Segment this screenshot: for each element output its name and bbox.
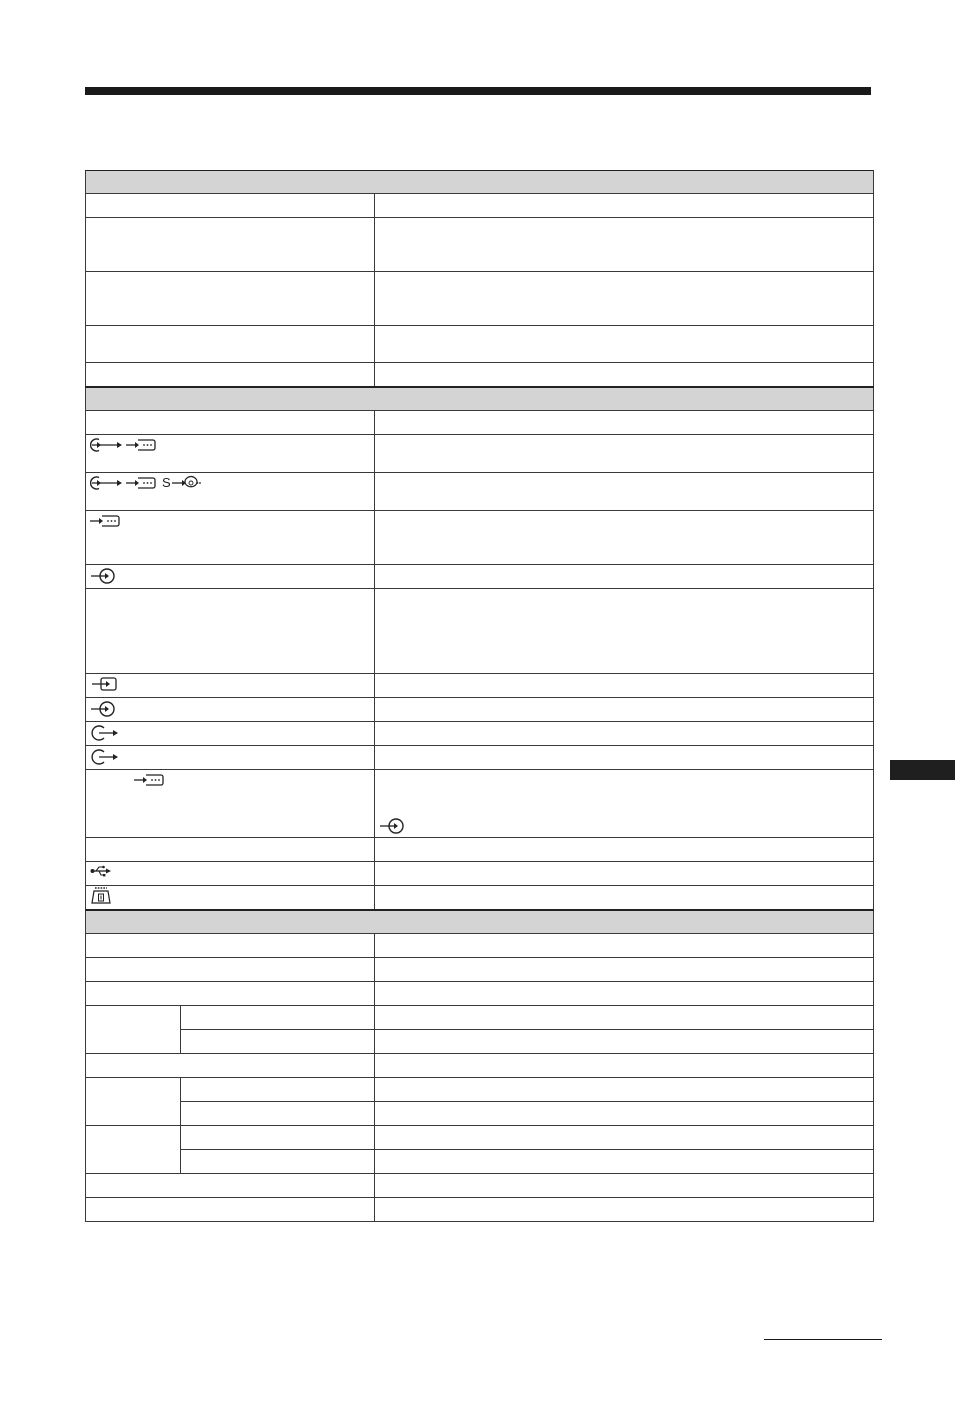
bottom-rule [764,1339,882,1340]
table-row [86,1054,874,1078]
table-row [86,886,874,910]
s-video-in-icon [172,475,202,491]
specification-table [85,170,874,1222]
table-row [86,589,874,674]
table-row [86,1198,874,1222]
video-in-icon [126,437,156,453]
table-row [86,838,874,862]
table-row [86,363,874,387]
section-header-row [86,387,874,411]
side-section-tab [890,760,955,780]
table-row [86,722,874,746]
table-row [86,746,874,770]
table-row [86,473,874,511]
table-row [86,1174,874,1198]
table-row [86,272,874,326]
video-in-icon [90,513,120,529]
audio-in-icon [379,817,869,835]
s-video-label: S [162,475,171,490]
table-row [86,1030,874,1054]
table-row [86,1006,874,1030]
section-header-row [86,171,874,194]
section-header-row [86,910,874,934]
table-row [86,1102,874,1126]
video-in-icon [126,475,156,491]
table-row [86,326,874,363]
cam-slot-icon [90,886,112,906]
pc-in-icon [90,676,118,692]
table-row [86,770,874,838]
table-row [86,934,874,958]
table-row [86,862,874,886]
scart-in-out-icon [90,475,122,491]
table-row [86,698,874,722]
table-row [86,1126,874,1150]
audio-out-icon [90,724,118,742]
table-row [86,511,874,565]
table-row [86,218,874,272]
table-row [86,565,874,589]
table-row [86,194,874,218]
table-row [86,1150,874,1174]
table-row [86,435,874,473]
table-row [86,674,874,698]
audio-in-icon [90,700,116,718]
top-rule [85,87,871,95]
table-row [86,1078,874,1102]
table-row [86,958,874,982]
usb-icon [90,864,112,878]
audio-in-icon [90,567,116,585]
audio-out-icon [90,748,118,766]
table-row [86,411,874,435]
scart-in-out-icon [90,437,122,453]
video-in-icon [134,772,164,788]
table-row [86,982,874,1006]
